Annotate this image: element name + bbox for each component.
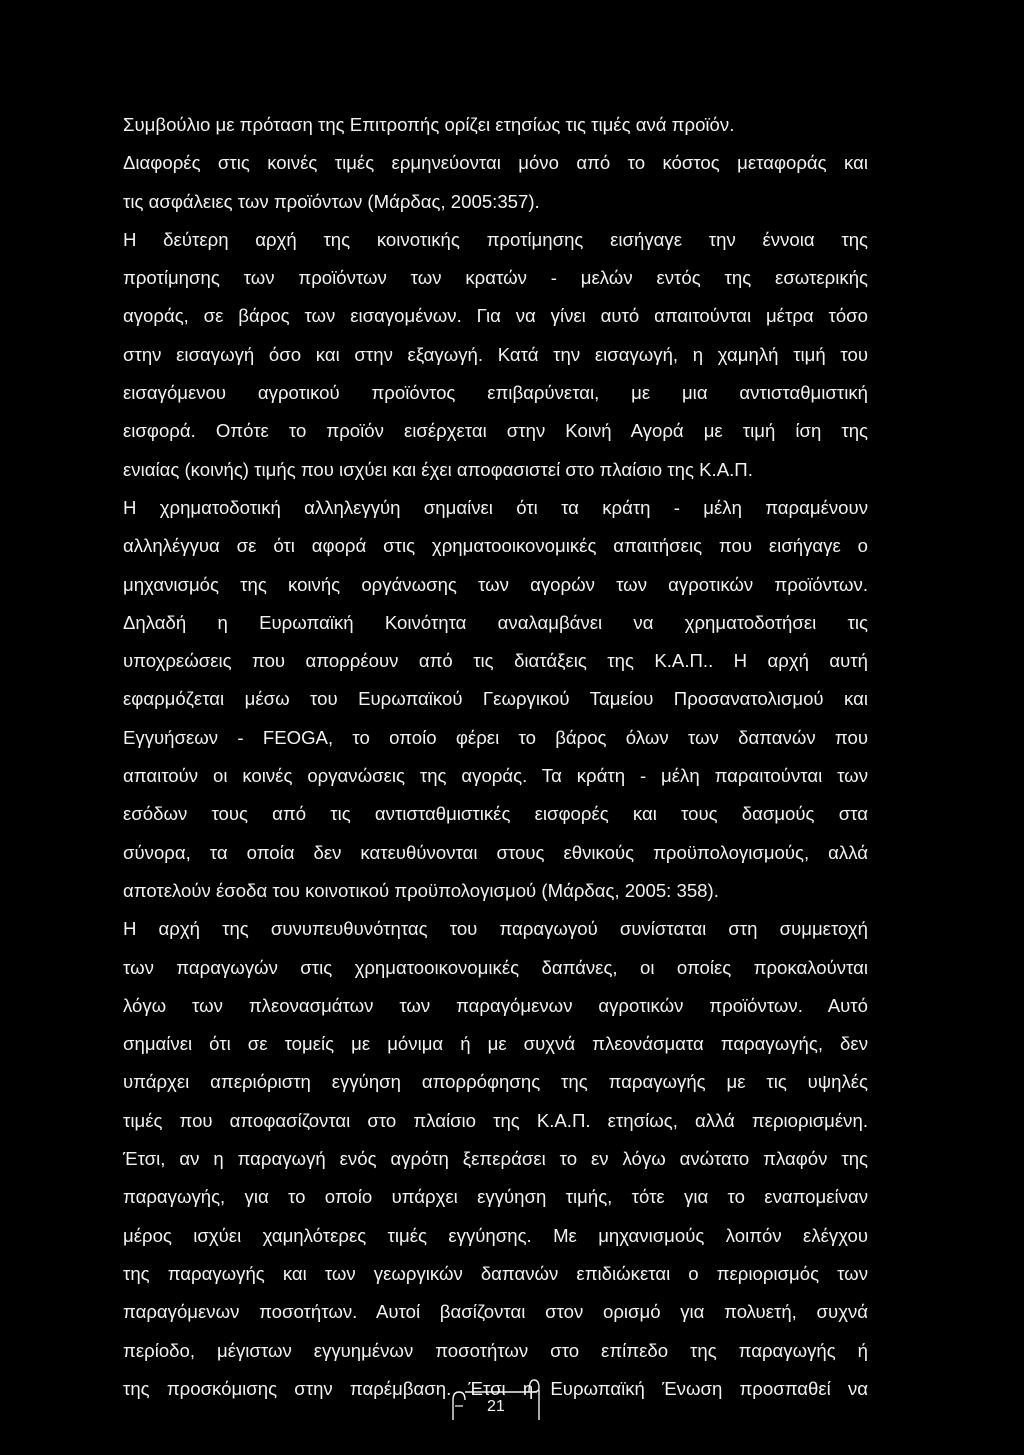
text-line: εσόδων τους από τις αντισταθμιστικές εισφορές και τους δασμούς στα xyxy=(123,803,868,825)
text-line: Η δεύτερη αρχή της κοινοτικής προτίμησης εισήγαγε την έννοια της xyxy=(123,228,868,250)
text-line: υπάρχει απεριόριστη εγγύηση απορρόφησης της παραγωγής με τις υψηλές xyxy=(123,1071,868,1093)
text-line: Η χρηματοδοτική αλληλεγγύη σημαίνει ότι τα κράτη - μέλη παραμένουν xyxy=(123,496,868,518)
text-line: σημαίνει ότι σε τομείς με μόνιμα ή με συχνά πλεονάσματα παραγωγής, δεν xyxy=(123,1033,868,1055)
text-line: σύνορα, τα οποία δεν κατευθύνονται στους εθνικούς προϋπολογισμούς, αλλά xyxy=(123,841,868,863)
text-line: Η αρχή της συνυπευθυνότητας του παραγωγού συνίσταται στη συμμετοχή xyxy=(123,918,868,940)
text-line: παραγόμενων ποσοτήτων. Αυτοί βασίζονται στον ορισμό για πολυετή, συχνά xyxy=(123,1301,868,1323)
page-number: 21 xyxy=(487,1398,505,1415)
text-line: περίοδο, μέγιστων εγγυημένων ποσοτήτων στο επίπεδο της παραγωγής ή xyxy=(123,1339,868,1361)
text-line: απαιτούν οι κοινές οργανώσεις της αγοράς. Τα κράτη - μέλη παραιτούνται των xyxy=(123,765,868,787)
text-line: εφαρμόζεται μέσω του Ευρωπαϊκού Γεωργικού Ταμείου Προσανατολισμού και xyxy=(123,688,868,710)
text-line: Εγγυήσεων - FEOGA, το οποίο φέρει το βάρος όλων των δαπανών που xyxy=(123,726,868,748)
text-line: της παραγωγής και των γεωργικών δαπανών επιδιώκεται ο περιορισμός των xyxy=(123,1262,868,1284)
text-line: παραγωγής, για το οποίο υπάρχει εγγύηση τιμής, τότε για το εναπομείναν xyxy=(123,1186,868,1208)
text-line: Έτσι, αν η παραγωγή ενός αγρότη ξεπεράσει το εν λόγω ανώτατο πλαφόν της xyxy=(123,1148,868,1170)
text-line: αγοράς, σε βάρος των εισαγομένων. Για να γίνει αυτό απαιτούνται μέτρα τόσο xyxy=(123,305,868,327)
text-line: ενιαίας (κοινής) τιμής που ισχύει και έχει αποφασιστεί στο πλαίσιο της Κ.Α.Π. xyxy=(123,458,753,480)
text-line: Δηλαδή η Ευρωπαϊκή Κοινότητα αναλαμβάνει να χρηματοδοτήσει τις xyxy=(123,611,868,633)
text-line: της προσκόμισης στην παρέμβαση. Έτσι η Ευρωπαϊκή Ένωση προσπαθεί να xyxy=(123,1377,868,1399)
body-text xyxy=(123,106,868,1408)
text-line: των παραγωγών στις χρηματοοικονομικές δαπάνες, οι οποίες προκαλούνται xyxy=(123,956,868,978)
text-line: μέρος ισχύει χαμηλότερες τιμές εγγύησης. Με μηχανισμούς λοιπόν ελέγχου xyxy=(123,1224,868,1246)
text-line: μηχανισμός της κοινής οργάνωσης των αγορών των αγροτικών προϊόντων. xyxy=(123,573,868,595)
text-line: εισφορά. Οπότε το προϊόν εισέρχεται στην Κοινή Αγορά με τιμή ίση της xyxy=(123,420,868,442)
text-line: αποτελούν έσοδα του κοινοτικού προϋπολογισμού (Μάρδας, 2005: 358). xyxy=(123,879,719,901)
page-number-stamp xyxy=(447,1376,541,1422)
text-line: στην εισαγωγή όσο και στην εξαγωγή. Κατά την εισαγωγή, η χαμηλή τιμή του xyxy=(123,343,868,365)
text-line: εισαγόμενου αγροτικού προϊόντος επιβαρύνεται, με μια αντισταθμιστική xyxy=(123,382,868,404)
text-line: τις ασφάλειες των προϊόντων (Μάρδας, 2005:357). xyxy=(123,190,540,212)
text-line: λόγω των πλεονασμάτων των παραγόμενων αγροτικών προϊόντων. Αυτό xyxy=(123,994,868,1016)
text-line: αλληλέγγυα σε ότι αφορά στις χρηματοοικονομικές απαιτήσεις που εισήγαγε ο xyxy=(123,535,868,557)
text-line: υποχρεώσεις που απορρέουν από τις διατάξεις της Κ.Α.Π.. Η αρχή αυτή xyxy=(123,650,868,672)
text-line: προτίμησης των προϊόντων των κρατών - μελών εντός της εσωτερικής xyxy=(123,267,868,289)
text-line: Διαφορές στις κοινές τιμές ερμηνεύονται μόνο από το κόστος μεταφοράς και xyxy=(123,152,868,174)
text-line: Συμβούλιο με πρόταση της Επιτροπής ορίζει ετησίως τις τιμές ανά προϊόν. xyxy=(123,114,735,135)
text-line: τιμές που αποφασίζονται στο πλαίσιο της Κ.Α.Π. ετησίως, αλλά περιορισμένη. xyxy=(123,1109,868,1131)
